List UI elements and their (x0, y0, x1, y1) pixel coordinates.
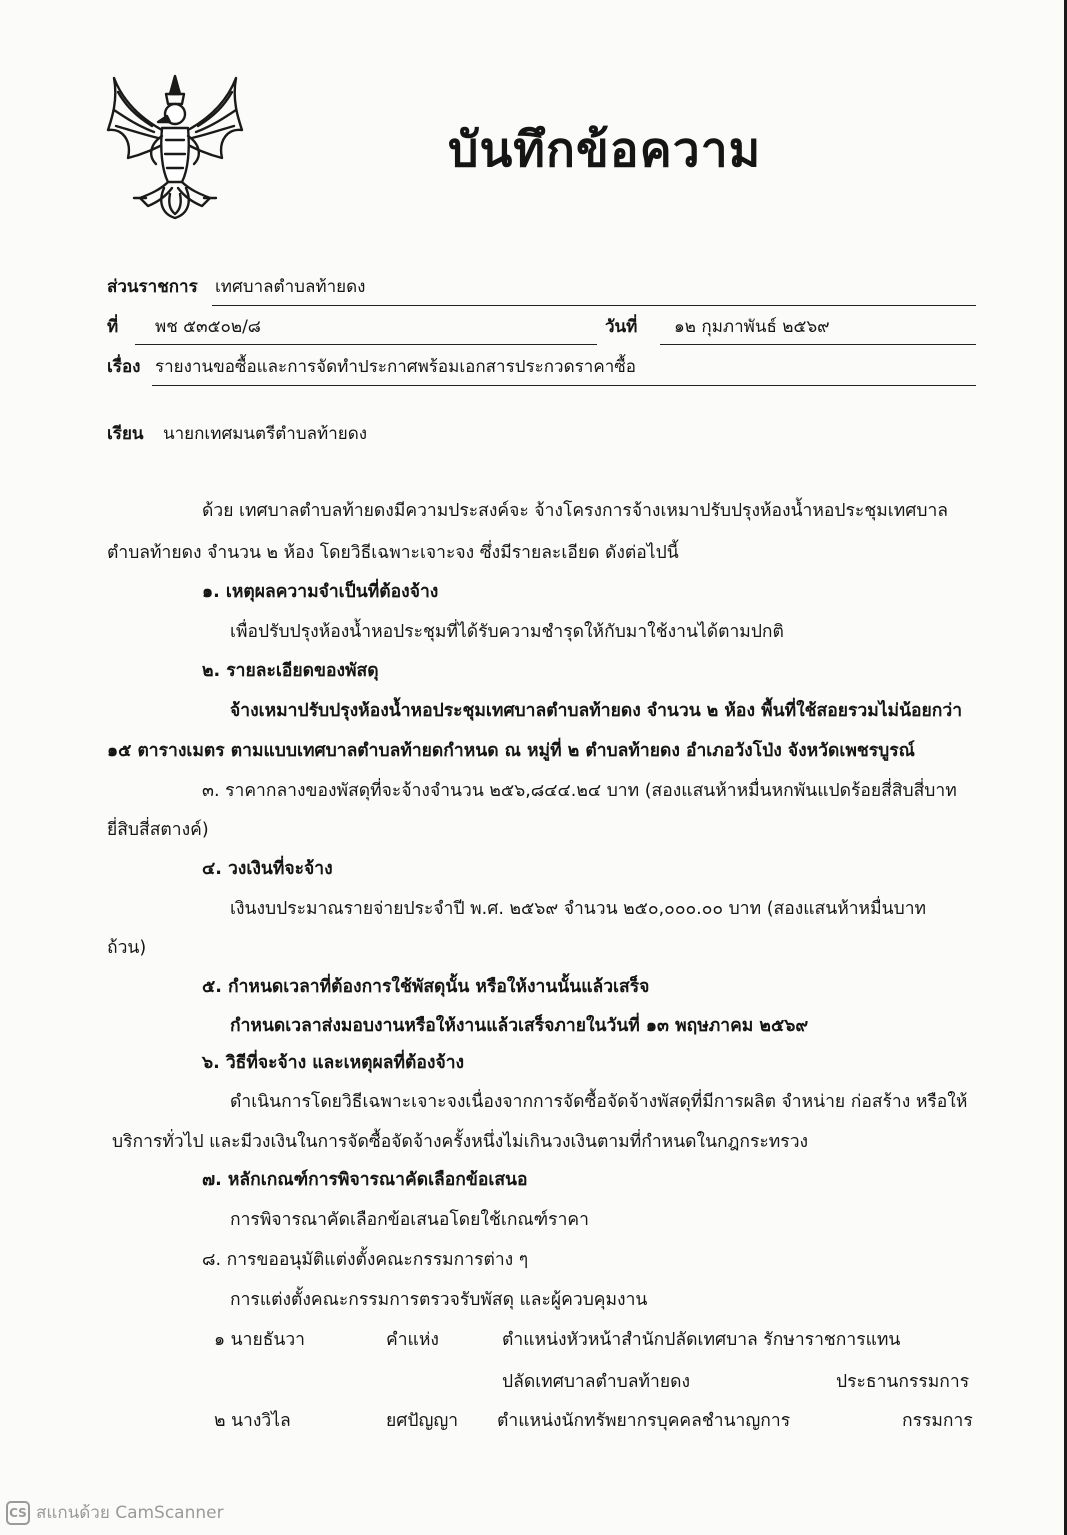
section-2-line-1: จ้างเหมาปรับปรุงห้องน้ำหอประชุมเทศบาลตำบลท้ายดง จำนวน ๒ ห้อง พื้นที่ใช้สอยรวมไม่น้อยกว่า (230, 701, 963, 721)
section-4-line-1: เงินงบประมาณรายจ่ายประจำปี พ.ศ. ๒๕๖๙ จำนวน ๒๕๐,๐๐๐.๐๐ บาท (สองแสนห้าหมื่นบาท (230, 899, 927, 919)
section-2-heading: ๒. รายละเอียดของพัสดุ (202, 661, 379, 681)
section-4-heading: ๔. วงเงินที่จะจ้าง (202, 859, 333, 879)
section-6-heading: ๖. วิธีที่จะจ้าง และเหตุผลที่ต้องจ้าง (202, 1053, 465, 1073)
camscanner-text: สแกนด้วย CamScanner (36, 1503, 224, 1523)
section-8-text: การแต่งตั้งคณะกรรมการตรวจรับพัสดุ และผู้ควบคุมงาน (230, 1290, 648, 1310)
section-5-heading: ๕. กำหนดเวลาที่ต้องการใช้พัสดุนั้น หรือให้งานนั้นแล้วเสร็จ (202, 977, 650, 997)
document-title: บันทึกข้อความ (448, 122, 762, 178)
intro-line-2: ตำบลท้ายดง จำนวน ๒ ห้อง โดยวิธีเฉพาะเจาะจง ซึ่งมีรายละเอียด ดังต่อไปนี้ (107, 543, 679, 563)
section-8-heading: ๘. การขออนุมัติแต่งตั้งคณะกรรมการต่าง ๆ (202, 1250, 529, 1270)
garuda-emblem (104, 70, 246, 220)
section-7-heading: ๗. หลักเกณฑ์การพิจารณาคัดเลือกข้อเสนอ (202, 1170, 528, 1190)
intro-line-1: ด้วย เทศบาลตำบลท้ายดงมีความประสงค์จะ จ้างโครงการจ้างเหมาปรับปรุงห้องน้ำหอประชุมเทศบาล (202, 501, 949, 521)
camscanner-footer (6, 1499, 224, 1526)
committee-1-name: ๑ นายธันวา (214, 1330, 306, 1350)
committee-1-position: ตำแหน่งหัวหน้าสำนักปลัดเทศบาล รักษาราชการแทน (502, 1330, 901, 1350)
camscanner-logo-icon: CS (6, 1501, 30, 1525)
date-underline (660, 344, 976, 345)
committee-2-name: ๒ นางวิไล (214, 1411, 291, 1431)
ref-underline (135, 344, 597, 345)
committee-1-role: ประธานกรรมการ (836, 1372, 970, 1392)
date-label: วันที่ (605, 317, 638, 337)
to-label: เรียน (107, 424, 144, 444)
section-6-line-1: ดำเนินการโดยวิธีเฉพาะเจาะจงเนื่องจากการจัดซื้อจัดจ้างพัสดุที่มีการผลิต จำหน่าย ก่อสร้าง หรือให้ (230, 1092, 968, 1112)
section-1-heading: ๑. เหตุผลความจำเป็นที่ต้องจ้าง (202, 582, 439, 602)
date-value: ๑๒ กุมภาพันธ์ ๒๕๖๙ (674, 317, 830, 337)
subject-label: เรื่อง (107, 357, 141, 377)
section-3-line-2: ยี่สิบสี่สตางค์) (107, 820, 209, 840)
committee-2-position: ตำแหน่งนักทรัพยากรบุคคลชำนาญการ (497, 1411, 791, 1431)
committee-1-position-line-2: ปลัดเทศบาลตำบลท้ายดง (502, 1372, 691, 1392)
subject-underline (152, 385, 976, 386)
ref-value: พช ๕๓๕๐๒/๘ (155, 317, 261, 337)
section-7-text: การพิจารณาคัดเลือกข้อเสนอโดยใช้เกณฑ์ราคา (230, 1210, 589, 1230)
dept-underline (212, 305, 976, 306)
subject-value: รายงานขอซื้อและการจัดทำประกาศพร้อมเอกสารประกวดราคาซื้อ (155, 357, 636, 377)
dept-value: เทศบาลตำบลท้ายดง (215, 277, 366, 297)
section-4-line-2: ถ้วน) (107, 938, 147, 958)
committee-2-role: กรรมการ (902, 1411, 973, 1431)
section-6-line-2: บริการทั่วไป และมีวงเงินในการจัดซื้อจัดจ้างครั้งหนึ่งไม่เกินวงเงินตามที่กำหนดในกฎกระทรวง (112, 1132, 809, 1152)
committee-2-surname: ยศปัญญา (386, 1411, 459, 1431)
section-3-line-1: ๓. ราคากลางของพัสดุที่จะจ้างจำนวน ๒๕๖,๘๔๔.๒๔ บาท (สองแสนห้าหมื่นหกพันแปดร้อยสี่สิบสี่บาท (202, 781, 957, 801)
section-5-text: กำหนดเวลาส่งมอบงานหรือให้งานแล้วเสร็จภายในวันที่ ๑๓ พฤษภาคม ๒๕๖๙ (230, 1016, 809, 1036)
section-1-text: เพื่อปรับปรุงห้องน้ำหอประชุมที่ได้รับความชำรุดให้กับมาใช้งานได้ตามปกติ (230, 622, 784, 642)
section-2-line-2: ๑๕ ตารางเมตร ตามแบบเทศบาลตำบลท้ายดกำหนด ณ หมู่ที่ ๒ ตำบลท้ายดง อำเภอวังโป่ง จังหวัดเพชรบูรณ์ (107, 741, 915, 761)
dept-label: ส่วนราชการ (107, 277, 198, 297)
to-value: นายกเทศมนตรีตำบลท้ายดง (163, 424, 368, 444)
ref-label: ที่ (107, 317, 119, 337)
committee-1-surname: คำแห่ง (386, 1330, 439, 1350)
